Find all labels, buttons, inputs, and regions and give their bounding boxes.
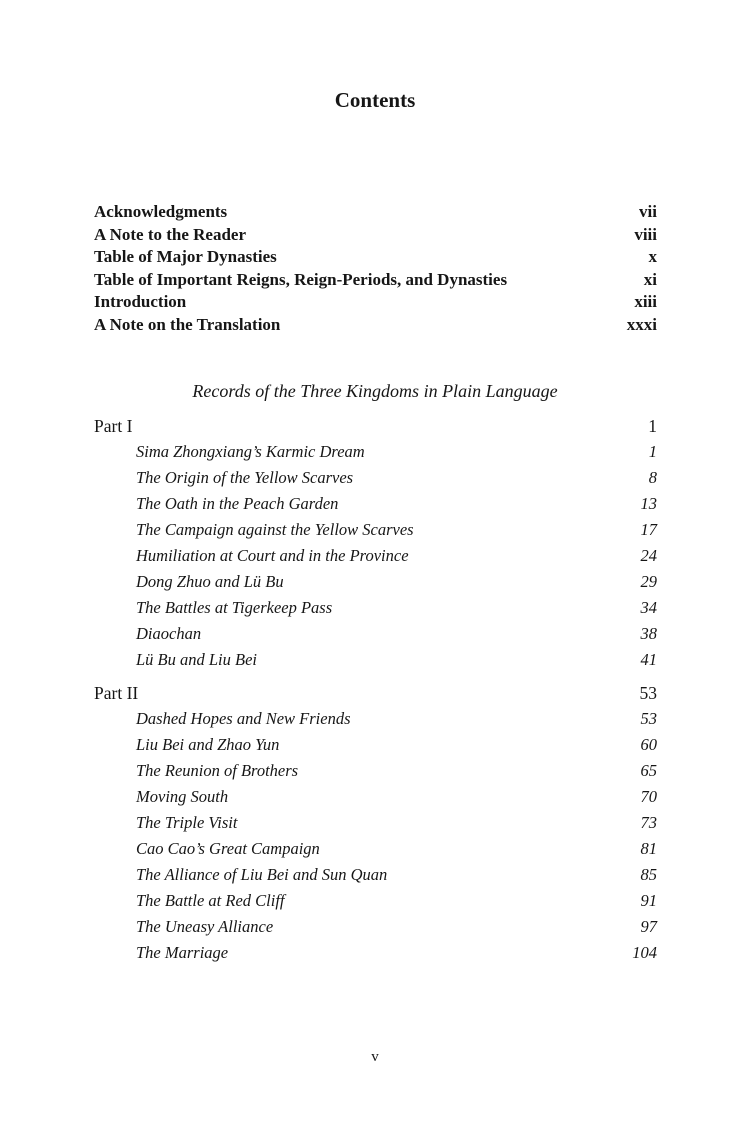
- part-heading[interactable]: [94, 413, 657, 439]
- chapter-page: 65: [640, 761, 657, 780]
- chapter-page: 29: [640, 572, 657, 591]
- part-title: Part I: [94, 416, 133, 436]
- toc-entry-page: xxxi: [626, 314, 657, 334]
- chapter-title: Cao Cao’s Great Campaign: [136, 839, 320, 858]
- toc-entry[interactable]: [94, 201, 657, 224]
- part-section: [94, 413, 657, 673]
- chapter-page: 73: [640, 813, 657, 832]
- chapter-entry[interactable]: [94, 810, 657, 836]
- chapter-title: The Uneasy Alliance: [136, 917, 274, 936]
- chapter-title: Dashed Hopes and New Friends: [136, 709, 351, 728]
- toc-entry-page: xiii: [634, 292, 657, 311]
- chapter-entry[interactable]: [94, 836, 657, 862]
- chapter-title: Diaochan: [136, 624, 202, 643]
- chapter-entry[interactable]: [94, 888, 657, 914]
- chapter-page: 85: [640, 865, 657, 884]
- chapter-title: Dong Zhuo and Lü Bu: [136, 572, 284, 591]
- toc-entry-title: Table of Major Dynasties: [94, 247, 277, 266]
- chapter-title: The Campaign against the Yellow Scarves: [136, 520, 414, 539]
- chapter-page: 13: [640, 494, 657, 513]
- toc-entry-title: Table of Important Reigns, Reign-Periods, and Dynasties: [94, 269, 508, 289]
- chapter-title: Sima Zhongxiang’s Karmic Dream: [136, 442, 365, 461]
- chapter-entry[interactable]: [94, 862, 657, 888]
- chapter-entry[interactable]: [94, 914, 657, 940]
- part-section: [94, 680, 657, 966]
- part-page: 1: [648, 416, 657, 436]
- toc-entry[interactable]: [94, 314, 657, 337]
- chapter-title: Moving South: [136, 787, 229, 806]
- toc-entry-page: vii: [639, 202, 657, 221]
- chapter-entry[interactable]: [94, 517, 657, 543]
- chapter-entry[interactable]: [94, 491, 657, 517]
- toc-entry-page: x: [648, 247, 657, 266]
- chapter-title: The Reunion of Brothers: [136, 761, 299, 780]
- front-matter-list: [94, 201, 657, 336]
- chapter-page: 53: [640, 709, 657, 728]
- chapter-entry[interactable]: [94, 732, 657, 758]
- toc-entry-page: xi: [643, 269, 657, 289]
- toc-entry-title: Acknowledgments: [94, 202, 228, 221]
- chapter-entry[interactable]: [94, 439, 657, 465]
- toc-entry-title: Introduction: [94, 292, 187, 311]
- chapter-page: 17: [640, 520, 657, 539]
- chapter-title: Humiliation at Court and in the Province: [136, 546, 409, 565]
- chapter-title: The Triple Visit: [136, 813, 238, 832]
- chapter-entry[interactable]: [94, 706, 657, 732]
- book-title: Records of the Three Kingdoms in Plain Language: [192, 381, 558, 401]
- chapter-title: Liu Bei and Zhao Yun: [136, 735, 280, 754]
- chapter-page: 8: [648, 468, 657, 487]
- page-title: Contents: [334, 88, 416, 112]
- toc-entry[interactable]: [94, 246, 657, 269]
- chapter-title: The Alliance of Liu Bei and Sun Quan: [136, 865, 388, 884]
- chapter-entry[interactable]: [94, 940, 657, 966]
- chapter-title: The Origin of the Yellow Scarves: [136, 468, 354, 487]
- toc-entry-title: A Note on the Translation: [94, 314, 281, 334]
- chapter-title: The Battle at Red Cliff: [136, 891, 285, 910]
- chapter-page: 34: [640, 598, 657, 617]
- chapter-page: 104: [632, 943, 657, 962]
- chapter-title: The Battles at Tigerkeep Pass: [136, 598, 333, 617]
- part-title: Part II: [94, 683, 139, 703]
- chapter-title: Lü Bu and Liu Bei: [136, 650, 258, 669]
- chapter-entry[interactable]: [94, 758, 657, 784]
- chapter-page: 1: [648, 442, 657, 461]
- chapter-title: The Marriage: [136, 943, 229, 962]
- chapter-title: The Oath in the Peach Garden: [136, 494, 339, 513]
- chapter-entry[interactable]: [94, 569, 657, 595]
- chapter-entry[interactable]: [94, 465, 657, 491]
- toc-entry-page: viii: [634, 224, 657, 244]
- chapter-entry[interactable]: [94, 595, 657, 621]
- chapter-page: 38: [640, 624, 657, 643]
- chapter-entry[interactable]: [94, 543, 657, 569]
- chapter-page: 97: [640, 917, 657, 936]
- chapter-page: 60: [640, 735, 657, 754]
- chapter-entry[interactable]: [94, 784, 657, 810]
- chapter-page: 24: [640, 546, 657, 565]
- chapter-entry[interactable]: [94, 621, 657, 647]
- chapter-page: 81: [640, 839, 657, 858]
- part-page: 53: [639, 683, 657, 703]
- toc-entry-title: A Note to the Reader: [94, 224, 247, 244]
- toc-entry[interactable]: [94, 224, 657, 247]
- chapter-page: 70: [640, 787, 657, 806]
- chapter-page: 41: [640, 650, 657, 669]
- chapter-entry[interactable]: [94, 647, 657, 673]
- chapter-page: 91: [640, 891, 657, 910]
- part-heading[interactable]: [94, 680, 657, 706]
- page-number: v: [371, 1049, 379, 1065]
- toc-entry[interactable]: [94, 269, 657, 292]
- toc-entry[interactable]: [94, 291, 657, 314]
